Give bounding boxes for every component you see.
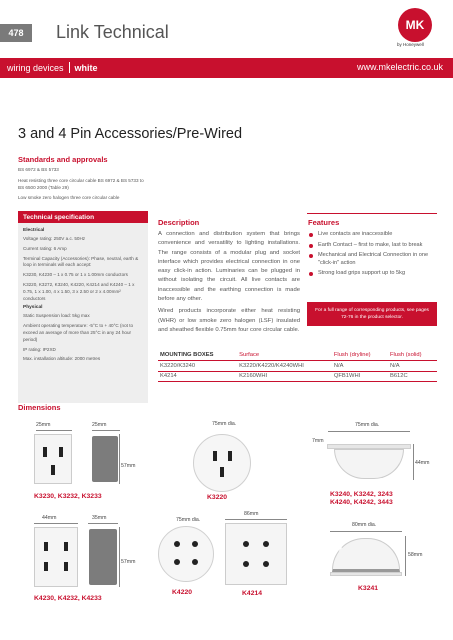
k3241-base [330,572,402,576]
k3230-plug-front [34,434,72,484]
dimension-line [405,536,406,576]
mounting-boxes-table [158,350,437,382]
k3230-plug-side [92,436,118,482]
column-header: Flush (dryline) [332,350,388,361]
pin [174,541,180,547]
feature-item: Live contacts are inaccessible [307,231,437,239]
pin [51,465,55,475]
section-title: 3 and 4 Pin Accessories/Pre-Wired [18,126,243,142]
standards-heading: Standards and approvals [18,155,108,164]
spec-line: Max. installation altitude: 2000 metres [23,356,101,362]
feature-item: Mechanical and Electrical Connection in one "click-in" action [307,252,437,267]
breadcrumb-divider [69,62,70,73]
dim-label: 75mm dia. [212,421,237,427]
table-cell: K2160WHI [237,371,332,382]
description-para: Wired products incorporate either heat resisting (WHR) or low smoke zero halogen (LSF) insulated and sheathed flexible 0.75mm four core circular cable. [158,308,300,333]
dim-label: 57mm [121,559,136,565]
table-header-row [158,350,437,361]
dim-label: 44mm [415,460,430,466]
pin [263,561,269,567]
logo-subtitle: by Honeywell [397,42,424,47]
pin [44,562,48,571]
column-header: Flush (solid) [388,350,437,361]
dim-label: 57mm [121,463,136,469]
table-cell: K3220/K4220/K4240WHI [237,361,332,372]
page-number: 478 [0,24,32,42]
dimension-line [225,519,287,520]
spec-line: K3230, K4230 – 1 x 0.75 or 1 x 1.00mm conductors [23,272,128,278]
table-cell: N/A [332,361,388,372]
k3220-disc [193,434,251,492]
dimension-line [119,527,120,587]
table-cell: N/A [388,361,437,372]
description-text [158,230,300,338]
description-para: A connection and distribution system that brings convenience and versatility to lighting installations. The range consists of a modular plug and socket interface which provides electrical connection in one easy click-in action. Luminaries can be plugged in without isolating the circuit. All live contacts are inaccessible and the earthing connection is made before any other. [158,231,300,303]
pin [243,561,249,567]
dim-label: 25mm [36,422,51,428]
product-label: K3220 [207,494,228,501]
pin [213,451,217,461]
table-row [158,361,437,372]
spec-line: IP rating: IP2XD [23,346,56,352]
k4230-plug-front [34,527,78,587]
spec-line: Voltage rating: 250V a.c. 50Hz [23,236,86,241]
spec-heading: Technical specification [18,211,148,223]
dimension-line [328,431,410,432]
pin [59,447,63,457]
features-heading: Features [308,218,340,227]
table-cell: QFB1WHI [332,371,388,382]
pin [228,451,232,461]
product-label: K4240, K4242, 3443 [330,499,393,506]
k3240-rose [334,449,404,479]
product-label: K4220 [172,589,193,596]
description-heading: Description [158,218,200,227]
spec-electrical-heading: Electrical [23,228,45,233]
column-header: Surface [237,350,332,361]
product-label: K4230, K4232, K4233 [34,595,102,602]
product-selector-note: For a full range of corresponding products, see pages 72-76 in the product selector. [307,302,437,326]
technical-spec-box [18,211,148,403]
breadcrumb [7,62,98,73]
pin [64,542,68,551]
dimension-line [119,434,120,484]
dim-label: 7mm [312,438,324,444]
standards-line: Heat resisting three core circular cable BS 6972 & BS 5733 to BS 6500 2000 (Table 29) [18,177,144,190]
standards-line: Low smoke zero halogen three core circular cable [18,195,120,201]
logo-text: MK [405,18,425,32]
table-row [158,371,437,382]
pin [192,541,198,547]
spec-physical-heading: Physical [23,305,43,311]
table-cell: B612C [388,371,437,382]
feature-item: Earth Contact – first to make, last to break [307,242,437,250]
table-cell: K3220/K3240 [158,361,237,372]
spec-line: K3220, K3272, K3240, K4220, K4214 and K4240 – 1 x 0.75, 1 x 1.00, 4 x 1.50, 3 x 2.50 or 2 x 4.00mm² conductors [23,281,135,301]
feature-item: Strong load grips support up to 5kg [307,270,437,278]
spec-line: Ambient operating temperature: -5°C to + 40°C (not to exceed an average of more than 25°C in any 24 hour period) [23,323,134,342]
spec-line: Current rating: 6 Amp [23,245,67,251]
breadcrumb-category: wiring devices [7,63,64,73]
website-link[interactable]: www.mkelectric.co.uk [356,62,443,72]
dim-label: 25mm [92,422,107,428]
dim-label: 75mm dia. [176,517,201,523]
pin [64,562,68,571]
pin [44,542,48,551]
dim-label: 80mm dia. [352,522,377,528]
dimension-line [34,523,78,524]
standards-line: BS 6972 & BS 5733 [18,167,59,172]
spec-line: Static Suspension load: 5kg max [23,313,90,319]
dimension-line [330,531,402,532]
pin [174,559,180,565]
spec-line: Terminal Capacity (Accessories): Phase, neutral, earth & loop in terminals will each accept: [23,255,139,268]
pin [243,541,249,547]
dim-label: 35mm [92,515,107,521]
table-heading: MOUNTING BOXES [158,350,237,361]
standards-text [18,167,148,202]
dim-label: 44mm [42,515,57,521]
breadcrumb-range: white [74,63,98,73]
header-band [0,58,453,78]
product-label: K4214 [242,590,263,597]
features-box [307,213,437,297]
k4214-plate [225,523,287,585]
document-title: Link Technical [56,22,169,42]
dimensions-heading: Dimensions [18,403,61,412]
dim-label: 58mm [408,552,423,558]
pin [220,467,224,477]
pin [263,541,269,547]
pin [192,559,198,565]
k4220-disc [158,526,214,582]
dim-label: 75mm dia. [355,422,380,428]
dimension-line [413,444,414,480]
product-label: K3241 [358,585,379,592]
product-label: K3230, K3232, K3233 [34,493,102,500]
mk-logo [398,8,432,42]
dimension-line [36,430,72,431]
dim-label: 86mm [244,511,259,517]
table-cell: K4214 [158,371,237,382]
dimension-line [92,430,120,431]
product-label: K3240, K3242, 3243 [330,491,393,498]
k3241-dome [332,538,400,572]
pin [43,447,47,457]
k4230-plug-side [89,529,117,585]
dimension-line [88,523,118,524]
